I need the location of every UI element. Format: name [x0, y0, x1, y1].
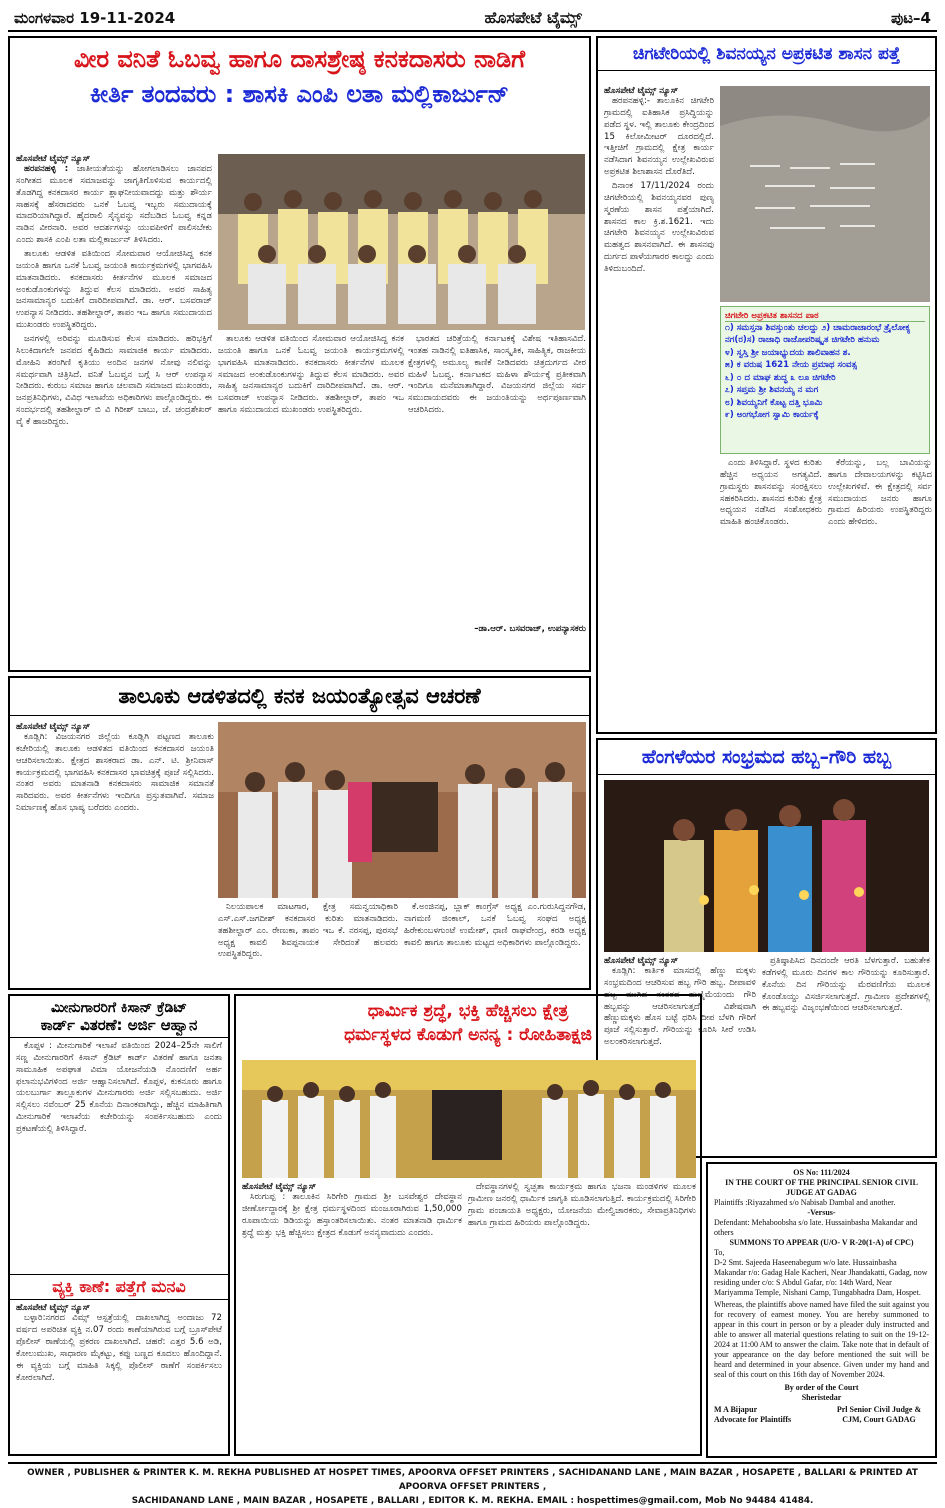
group-photo-image: [218, 154, 585, 330]
inscription-line: ೪) ಸ್ವಸ್ತಿ ಶ್ರೀ ಜಯಾಭ್ಯುದಯ ಶಾಲಿವಾಹನ ಶ.: [725, 347, 851, 358]
lead-place: ಹರಪನಹಳ್ಳಿ :: [24, 164, 69, 174]
missing-byline: ಹೊಸಪೇಟೆ ಟೈಮ್ಸ್ ನ್ಯೂಸ್: [16, 1303, 91, 1314]
inscription-lines: [725, 322, 925, 422]
lead-text-2: ತಾಲೂಕು ಆಡಳಿತ ವತಿಯಿಂದ ಸೋಮವಾರ ಆಯೋಜಿಸಿದ್ದ ಕನಕ ಜಯಂತಿ ಹಾಗೂ ಒನಕೆ ಓಬವ್ವ ಜಯಂತಿ ಕಾರ್ಯಕ್ರಮಗಳಲ್ಲಿ ಭಾಗವಹಿಸಿ ಮಾತನಾಡಿದರು. ಕನಕದಾಸರು ಕೀರ್ತನೆಗಳ ಮೂಲಕ ಸಮಾಜದ ಅಂಕುಡೊಂಕುಗಳನ್ನು ತಿದ್ದುವ ಕೆಲಸ ಮಾಡಿದರು. ಅವರ ಸಾಹಿತ್ಯ ಜನಸಾಮಾನ್ಯರ ಬದುಕಿಗೆ ದಾರಿದೀಪವಾಗಿದೆ. ಡಾ. ಆರ್. ಬಸವರಾಜ್ ಉಪನ್ಯಾಸ ನೀಡಿದರು. ತಹಶೀಲ್ದಾರ್, ತಾಪಂ ಇಒ ಹಾಗೂ ಸಮುದಾಯದ ಮುಖಂಡರು ಉಪಸ್ಥಿತರಿದ್ದರು.: [218, 334, 404, 416]
dharmika-text-1: ಸಿರುಗುಪ್ಪ : ತಾಲೂಕಿನ ಸಿರಿಗೇರಿ ಗ್ರಾಮದ ಶ್ರೀ ಬಸವೇಶ್ವರ ದೇವಸ್ಥಾನ ಜೀರ್ಣೋದ್ಧಾರಕ್ಕೆ ಶ್ರೀ ಕ್ಷೇತ್ರ ಧರ್ಮಸ್ಥಳದಿಂದ ಮಂಜೂರಾಗಿರುವ 1,50,000 ರೂಪಾಯಿಯ ಡಿಡಿಯನ್ನು ಹಸ್ತಾಂತರಿಸಲಾಯಿತು. ನಂತರ ಮಾತನಾಡಿ ಧಾರ್ಮಿಕ ಶ್ರದ್ಧೆ ಮತ್ತು ಭಕ್ತಿ ಹೆಚ್ಚಿಸಲು ಕ್ಷೇತ್ರದ ಕೊಡುಗೆ ಅನನ್ಯವಾದುದು ಎಂದರು.: [242, 1192, 462, 1238]
chigateri-text-4: ಕೆರೆಯನ್ನು, ಬಲ್ಲ ಬಾವಿಯನ್ನು ಹಾಗೂ ದೇವಾಲಯಗಳನ್ನು ಕಟ್ಟಿಸಿದ ಉಲ್ಲೇಖಗಳಿವೆ. ಈ ಕ್ಷೇತ್ರದಲ್ಲಿ ಸರ್ವ ಸಮುದಾಯದ ಜನರು ಹಾಗೂ ಗ್ರಾಮದ ಹಿರಿಯರು ಉಪಸ್ಥಿತರಿದ್ದರು ಎಂದು ಹೇಳಿದರು.: [828, 458, 932, 528]
inscription-line: ೮) ಶಿವಯ್ಯನಿಗೆ ಕೊಟ್ಟ ದತ್ತಿ ಭೂಮಿ: [725, 397, 823, 408]
dharmika-headline-2: ಧರ್ಮಸ್ಥಳದ ಕೊಡುಗೆ ಅನನ್ಯ : ರೋಹಿತಾಕ್ಷಜಿ: [344, 1024, 592, 1045]
inscription-photo: [720, 86, 930, 302]
kanaka-story: [8, 676, 591, 990]
dharmika-byline: ಹೊಸಪೇಟೆ ಟೈಮ್ಸ್ ನ್ಯೂಸ್: [242, 1182, 317, 1192]
kisan-headline-2: ಕಾರ್ಡ್ ವಿತರಣೆ: ಅರ್ಜಿ ಆಹ್ವಾನ: [10, 1016, 228, 1038]
gauri-headline: ಹೆಂಗಳೆಯರ ಸಂಭ್ರಮದ ಹಬ್ಬ–ಗೌರಿ ಹಬ್ಬ: [598, 740, 935, 775]
kanaka-text-2: ನಿಲಯಪಾಲಕ ಮಾಟಗಾರ, ಕ್ಷೇತ್ರ ಸಮನ್ವಯಾಧಿಕಾರಿ ಎಸ್.ಎಸ್.ಜಗದೀಶ್ ಕನಕದಾಸರ ಕುರಿತು ಮಾತನಾಡಿದರು. ತಹಶೀಲ್ದಾರ್ ಎಂ. ರೇಣುಕಾ, ತಾಪಂ ಇಒ ಕೆ. ನರಸಪ್ಪ, ಪುರಸಭೆ ಅಧ್ಯಕ್ಷ ಕಾವಲಿ ಶಿವಪ್ಪನಾಯಕ ಸೇರಿದಂತೆ ಹಲವರು ಉಪಸ್ಥಿತರಿದ್ದರು.: [218, 902, 398, 960]
court-order: By order of the Court: [784, 1383, 859, 1392]
issue-date: ಮಂಗಳವಾರ 19-11-2024: [14, 9, 176, 27]
lead-text-1c: ಜನಗಳಲ್ಲಿ ಅರಿವನ್ನು ಮೂಡಿಸುವ ಕೆಲಸ ಮಾಡಿದರು. ಹರಿಭಕ್ತಿಗೆ ಸಿಲುಕಿದಾಗಲೇ ಜನಪದ ಕೈಹಿಡಿದು ಸಾಮಾಜಿಕ ಕಾರ್ಯ ಮಾಡಿದರು. ಮೋಹಿನಿ ತರಂಗಿಣಿ ಕೃತಿಯು ಅಂದಿನ ಜನಗಳ ನೋವು ನಲಿವನ್ನು ಸಮರ್ಥವಾಗಿ ಚಿತ್ರಿಸಿದೆ. ವನಿತೆ ಓಬವ್ವನ ಬಗ್ಗೆ ಸಿ ಆರ್ ಉಪನ್ಯಾಸ ನೀಡಿದರು. ಕುರುಬ ಸಮಾಜ ಹಾಗೂ ಚಲವಾದಿ ಸಮಾಜದ ಮುಖಂಡರು, ಜನಪ್ರತಿನಿಧಿಗಳು, ವಿವಿಧ ಇಲಾಖೆಯ ಅಧಿಕಾರಿಗಳು ಪಾಲ್ಗೊಂಡಿದ್ದರು. ಈ ಸಂದರ್ಭದಲ್ಲಿ ತಹಶೀಲ್ದಾರ್ ಬಿ ವಿ ಗಿರೀಶ್ ಬಾಬು, ಜೆ. ಚಂದ್ರಶೇಖರ್ ವೈ ಕೆ ಹಾಜರಿದ್ದರು.: [16, 334, 212, 428]
chigateri-text-3: ಎಂದು ತಿಳಿಸಿದ್ದಾರೆ. ಸ್ಥಳದ ಕುರಿತು ಹೆಚ್ಚಿನ ಅಧ್ಯಯನ ಅಗತ್ಯವಿದೆ. ಗ್ರಾಮಸ್ಥರು ಶಾಸನವನ್ನು ಸಂರಕ್ಷಿಸಲು ಸಹಕರಿಸಿದರು. ಶಾಸನದ ಕುರಿತು ಕ್ಷೇತ್ರ ಅಧ್ಯಯನ ನಡೆಸಿದ ಸಂಶೋಧಕರು ಮಾಹಿತಿ ಹಂಚಿಕೊಂಡರು.: [720, 458, 822, 528]
kanaka-column-3: [404, 902, 586, 986]
gauri-column-2: [762, 956, 930, 1154]
kanaka-photo: [218, 722, 586, 898]
chigateri-text-2: ದಿನಾಂಕ 17/11/2024 ರಂದು ಚಿಗಟೇರಿಯಲ್ಲಿ ಶಿವನಯ್ಯನವರ ಪುಣ್ಯ ಸ್ಮರಣೆಯ ಶಾಸನ ಪತ್ತೆಯಾಗಿದೆ. ಶಾಸನದ ಕಾಲ ಕ್ರಿ.ಶ.1621. ಇದು ಚಿಗಟೇರಿ ಶಿವನಯ್ಯನ ಉಲ್ಲೇಖವಿರುವ ಮಹತ್ವದ ಶಾಸನವಾಗಿದೆ. ಈ ಶಾಸನವು ದುರ್ಗದ ಪಾಳೆಯಗಾರರ ಕಾಲದ್ದು ಎಂದು ತಿಳಿದುಬಂದಿದೆ.: [604, 181, 714, 275]
court-title: IN THE COURT OF THE PRINCIPAL SENIOR CIVIL JUDGE AT GADAG: [725, 1178, 918, 1197]
lead-headline-2: ಕೀರ್ತಿ ತಂದವರು : ಶಾಸಕಿ ಎಂಪಿ ಲತಾ ಮಲ್ಲಿಕಾರ್ಜುನ್: [90, 79, 509, 108]
dharmika-text-2: ದೇವಸ್ಥಾನಗಳಲ್ಲಿ ಸ್ವಚ್ಛತಾ ಕಾರ್ಯಕ್ರಮ ಹಾಗೂ ಭಜನಾ ಮಂಡಳಿಗಳ ಮೂಲಕ ಗ್ರಾಮೀಣ ಜನರಲ್ಲಿ ಧಾರ್ಮಿಕ ಜಾಗೃತಿ ಮೂಡಿಸಲಾಗುತ್ತಿದೆ. ಕಾರ್ಯಕ್ರಮದಲ್ಲಿ ಸಿರಿಗೇರಿ ಗ್ರಾಮ ಪಂಚಾಯತಿ ಅಧ್ಯಕ್ಷರು, ಯೋಜನೆಯ ಮೇಲ್ವಿಚಾರಕರು, ಸೇವಾಪ್ರತಿನಿಧಿಗಳು ಹಾಗೂ ಗ್ರಾಮದ ಹಿರಿಯರು ಪಾಲ್ಗೊಂಡಿದ್ದರು.: [468, 1182, 696, 1228]
inscription-line: ೫) ಕ ವರುಷ 1621 ನೇಯ ಪ್ರಮಾಥ ಸಂವತ್ಸ: [725, 360, 857, 371]
chigateri-column-1: [604, 86, 714, 656]
newspaper-title: ಹೊಸಪೇಟೆ ಟೈಮ್ಸ್: [484, 8, 582, 27]
inscription-line: ೧) ಸಮಸ್ತನಾ ಶಿವಸ್ತುಂತು ಚಲದ್ದು ೨) ಚಾಮರಾಜಾರಂಭೆ ತ್ರೈಲೋಕ್ಯ: [725, 323, 911, 333]
advocate-name: M A Bijapur: [714, 1405, 758, 1414]
lead-byline: ಹೊಸಪೇಟೆ ಟೈಮ್ಸ್ ನ್ಯೂಸ್: [16, 154, 91, 164]
gauri-text-1: ಕೂಡ್ಲಿಗಿ: ಕಾರ್ತಿಕ ಮಾಸದಲ್ಲಿ ಹೆಣ್ಣು ಮಕ್ಕಳು ಸಂಭ್ರಮದಿಂದ ಆಚರಿಸುವ ಹಬ್ಬ ಗೌರಿ ಹಬ್ಬ. ದೀಪಾವಳಿ ಹಬ್ಬ ಮುಗಿದ ನಂತರದ ಹುಣ್ಣಿಮೆಯಂದು ಗೌರಿ ಹಬ್ಬವನ್ನು ಆಚರಿಸಲಾಗುತ್ತದೆ. ವಿಶೇಷವಾಗಿ ಹೆಣ್ಣುಮಕ್ಕಳು ಹೊಸ ಬಟ್ಟೆ ಧರಿಸಿ ದೀಪ ಬೆಳಗಿ ಗೌರಿಗೆ ಪೂಜೆ ಸಲ್ಲಿಸುತ್ತಾರೆ. ಗೌರಿಯನ್ನು ಕೂರಿಸಿ ಸೀರೆ ಉಡಿಸಿ ಅಲಂಕರಿಸಲಾಗುತ್ತದೆ.: [604, 966, 756, 1048]
lead-signature: –ಡಾ.ಆರ್. ಬಸವರಾಜ್, ಉಪನ್ಯಾಸಕರು: [474, 624, 586, 634]
kisan-story: [8, 994, 230, 1456]
chigateri-column-2: [720, 458, 822, 730]
kanaka-headline: ತಾಲೂಕು ಆಡಳಿತದಲ್ಲಿ ಕನಕ ಜಯಂತ್ಯೋತ್ಸವ ಆಚರಣೆ: [10, 678, 589, 716]
inscription-line: ೯) ಅಂಗಭೋಗ ಸ್ವಾಮಿ ಕಾರ್ಯಕ್ಕೆ: [725, 410, 819, 421]
inscription-stone-image: [720, 86, 930, 302]
advocate-role: Advocate for Plaintiffs: [714, 1415, 792, 1424]
inscription-line: ನಗ(ರ)ಸ) ರಾಜಾಧಿ ರಾಜೋಪರಿಷ್ಕೃತ ಚಿಗಟೇರಿ ಹನುಮ: [725, 335, 880, 346]
lead-text-1b: ತಾಲೂಕು ಆಡಳಿತ ವತಿಯಿಂದ ಸೋಮವಾರ ಆಯೋಜಿಸಿದ್ದ ಕನಕ ಜಯಂತಿ ಹಾಗೂ ಒನಕೆ ಓಬವ್ವ ಜಯಂತಿ ಕಾರ್ಯಕ್ರಮಗಳಲ್ಲಿ ಭಾಗವಹಿಸಿ ಮಾತನಾಡಿದರು. ಕನಕದಾಸರು ಕೀರ್ತನೆಗಳ ಮೂಲಕ ಸಮಾಜದ ಅಂಕುಡೊಂಕುಗಳನ್ನು ತಿದ್ದುವ ಕೆಲಸ ಮಾಡಿದರು. ಅವರ ಸಾಹಿತ್ಯ ಜನಸಾಮಾನ್ಯರ ಬದುಕಿಗೆ ದಾರಿದೀಪವಾಗಿದೆ. ಡಾ. ಆರ್. ಬಸವರಾಜ್ ಉಪನ್ಯಾಸ ನೀಡಿದರು. ತಹಶೀಲ್ದಾರ್, ತಾಪಂ ಇಒ ಹಾಗೂ ಸಮುದಾಯದ ಮುಖಂಡರು ಉಪಸ್ಥಿತರಿದ್ದರು.: [16, 249, 212, 331]
temple-event-photo-image: [242, 1060, 696, 1178]
chigateri-byline: ಹೊಸಪೇಟೆ ಟೈಮ್ಸ್ ನ್ಯೂಸ್: [604, 86, 679, 96]
court-sheristedar: Sheristedar: [801, 1393, 842, 1402]
ceremony-photo-image: [218, 722, 586, 898]
page-number: ಪುಟ–4: [891, 9, 931, 27]
chigateri-headline: ಚಿಗಟೇರಿಯಲ್ಲಿ ಶಿವನಯ್ಯನ ಅಪ್ರಕಟಿತ ಶಾಸನ ಪತ್ತೆ: [598, 38, 935, 71]
dharmika-column-1: [242, 1182, 462, 1452]
lead-photo: [218, 154, 585, 330]
plaintiffs: Plaintiffs :Riyazahmed s/o Nabisab Dambal and another.: [714, 1198, 896, 1207]
lead-text-1: ಜಾತೀಯತೆಯನ್ನು ಹೋಗಲಾಡಿಸಲು ಜಾನಪದ ಸಂಗೀತದ ಮೂಲಕ ಸಮಾಜವನ್ನು ಜಾಗೃತಿಗೊಳಿಸುವ ಕಾರ್ಯದಲ್ಲಿ ತೊಡಗಿದ್ದ ಕನಕದಾಸರ ಕಾರ್ಯ ಶ್ಲಾಘನೀಯವಾದದ್ದು ಮತ್ತು ಶೌರ್ಯ ಸಾಹಸಕ್ಕೆ ಹೆಸರಾದವರು ಒನಕೆ ಓಬವ್ವ ಇಬ್ಬರು ಸಮುದಾಯಕ್ಕೆ ಮಾದರಿಯಾಗಿದ್ದಾರೆ. ಹೈದರಾಲಿ ಸೈನ್ಯವನ್ನು ಸದೆಬಡಿದ ಓಬವ್ವ ಕನ್ನಡ ನಾಡಿನ ವೀರನಾರಿ. ಅವರ ಆದರ್ಶಗಳನ್ನು ಯುವಪೀಳಿಗೆ ಪಾಲಿಸಬೇಕು ಎಂದು ಶಾಸಕಿ ಎಂಪಿ ಲತಾ ಮಲ್ಲಿಕಾರ್ಜುನ್ ತಿಳಿಸಿದರು.: [16, 164, 212, 246]
versus: -Versus-: [807, 1208, 836, 1217]
gauri-text-2: ಪ್ರತಿಷ್ಠಾಪಿಸಿದ ದಿನದಂದೇ ಆರತಿ ಬೆಳಗುತ್ತಾರೆ. ಬಹುತೇಕ ಕಡೆಗಳಲ್ಲಿ ಮೂರು ದಿನಗಳ ಕಾಲ ಗೌರಿಯನ್ನು ಕೂರಿಸುತ್ತಾರೆ. ಕೊನೆಯ ದಿನ ಗೌರಿಯನ್ನು ಮೆರವಣಿಗೆಯ ಮೂಲಕ ಕೊಂಡೊಯ್ದು ವಿಸರ್ಜಿಸಲಾಗುತ್ತದೆ. ಗ್ರಾಮೀಣ ಪ್ರದೇಶಗಳಲ್ಲಿ ಈ ಹಬ್ಬವನ್ನು ವಿಜೃಂಭಣೆಯಿಂದ ಆಚರಿಸಲಾಗುತ್ತದೆ.: [762, 956, 930, 1014]
summons-body: Whereas, the plaintiffs above named have filed the suit against you for recovery of earnest money. You are hereby summoned to appear in this court in person or by a pleader duly instructed and able to answer all material questions relating to suit on the 19-12-2024 at 11:00 AM to answer the claim. Take note that in default of your appearance on the day before mentioned the suit will be heard and determined in your absence. Given under my hand and seal of this court on this 16th day of November 2024.: [714, 1300, 929, 1379]
imprint-line-1: OWNER , PUBLISHER & PRINTER K. M. REKHA PUBLISHED AT HOSPET TIMES, APOORVA OFFSET PRINTERS , SACHIDANAND LANE , MAIN BAZAR , HOSAPETE , BALLARI & PRINTED AT APOORVA OFFSET PRINTERS ,: [27, 1468, 918, 1493]
missing-headline: ವ್ಯಕ್ತಿ ಕಾಣೆ: ಪತ್ತೆಗೆ ಮನವಿ: [10, 1274, 228, 1300]
defendant: Defendant: Mehaboobsha s/o late. Hussainbasha Makandar and others: [714, 1218, 918, 1237]
inscription-box-title: ಚಿಗಟೇರಿ ಅಪ್ರಕಟಿತ ಶಾಸನದ ಪಾಠ: [725, 311, 925, 322]
lead-column-2: [218, 334, 404, 670]
festival-photo-image: [604, 780, 929, 952]
kisan-text: ಕೊಪ್ಪಳ : ಮೀನುಗಾರಿಕೆ ಇಲಾಖೆ ವತಿಯಿಂದ 2024–25ನೇ ಸಾಲಿಗೆ ಸಣ್ಣ ಮೀನುಗಾರರಿಗೆ ಕಿಸಾನ್ ಕ್ರೆಡಿಟ್ ಕಾರ್ಡ್ ವಿತರಣೆ ಹಾಗೂ ಜನತಾ ಸಾಮೂಹಿಕ ಅಪಘಾತ ವಿಮಾ ಯೋಜನೆಯಡಿ ನೊಂದಣಿಗೆ ಅರ್ಹ ಫಲಾನುಭವಿಗಳಿಂದ ಅರ್ಜಿ ಆಹ್ವಾನಿಸಲಾಗಿದೆ. ಕೊಪ್ಪಳ, ಕುಕನೂರು ಹಾಗೂ ಯಲಬುರ್ಗಾ ತಾಲ್ಲೂಕುಗಳ ಮೀನುಗಾರರು ಅರ್ಜಿ ಸಲ್ಲಿಸಬಹುದು. ಅರ್ಜಿ ಸಲ್ಲಿಸಲು ನವೆಂಬರ್ 25 ಕೊನೆಯ ದಿನಾಂಕವಾಗಿದ್ದು, ಹೆಚ್ಚಿನ ಮಾಹಿತಿಗಾಗಿ ಮೀನುಗಾರಿಕೆ ಇಲಾಖೆಯ ಕಚೇರಿಯನ್ನು ಸಂಪರ್ಕಿಸಬಹುದು ಎಂದು ಪ್ರಕಟಣೆಯಲ್ಲಿ ತಿಳಿಸಿದ್ದಾರೆ.: [16, 1041, 222, 1135]
chigateri-column-3: [828, 458, 932, 730]
chigateri-story: [596, 36, 937, 734]
missing-text: ಬಳ್ಳಾರಿ:ನಗರದ ವಿಮ್ಸ್ ಆಸ್ಪತ್ರೆಯಲ್ಲಿ ದಾಖಲಾಗಿದ್ದ ಅಂದಾಜು 72 ವರ್ಷದ ಅಪರಿಚಿತ ವ್ಯಕ್ತಿ ನ.07 ರಂದು ಕಾಣೆಯಾಗಿರುವ ಬಗ್ಗೆ ಬ್ರೂಸ್‍ಪೇಟೆ ಪೊಲೀಸ್ ಠಾಣೆಯಲ್ಲಿ ಪ್ರಕರಣ ದಾಖಲಾಗಿದೆ. ಚಹರೆ: ಎತ್ತರ 5.6 ಅಡಿ, ಕೋಲುಮುಖ, ಸಾಧಾರಣ ಮೈಕಟ್ಟು, ಕಪ್ಪು ಬಣ್ಣದ ಕೂದಲು ಹೊಂದಿದ್ದಾನೆ. ಈ ವ್ಯಕ್ತಿಯ ಬಗ್ಗೆ ಮಾಹಿತಿ ಸಿಕ್ಕಲ್ಲಿ ಪೊಲೀಸ್ ಠಾಣೆಗೆ ಸಂಪರ್ಕಿಸಲು ಕೋರಲಾಗಿದೆ.: [16, 1313, 222, 1383]
lead-column-3: [408, 334, 586, 670]
gauri-photo: [604, 780, 929, 952]
kanaka-text-1: ಕೂಡ್ಲಿಗಿ: ವಿಜಯನಗರ ಜಿಲ್ಲೆಯ ಕೂಡ್ಲಿಗಿ ಪಟ್ಟಣದ ತಾಲೂಕು ಕಚೇರಿಯಲ್ಲಿ ತಾಲೂಕು ಆಡಳಿತದ ವತಿಯಿಂದ ಕನಕದಾಸರ ಜಯಂತಿ ಆಚರಿಸಲಾಯಿತು. ಕ್ಷೇತ್ರದ ಶಾಸಕರಾದ ಡಾ. ಎನ್. ಟಿ. ಶ್ರೀನಿವಾಸ್ ಕಾರ್ಯಕ್ರಮದಲ್ಲಿ ಭಾಗವಹಿಸಿ ಕನಕದಾಸರ ಭಾವಚಿತ್ರಕ್ಕೆ ಪೂಜೆ ಸಲ್ಲಿಸಿದರು. ನಂತರ ಅವರು ಮಾತನಾಡಿ ಕನಕದಾಸರು ಸಾಮಾಜಿಕ ಸಮಾನತೆ ಸಾರಿದವರು. ಅವರ ಕೀರ್ತನೆಗಳು ಇಂದಿಗೂ ಪ್ರಸ್ತುತವಾಗಿವೆ. ಸಮಾಜ ನಿರ್ಮಾಣಕ್ಕೆ ಹೊಸ ಭಾಷ್ಯ ಬರೆದರು ಎಂದರು.: [16, 732, 214, 814]
court-summons: [706, 1162, 937, 1458]
inscription-line: ೭) ಸಪ್ತಮ ಶ್ರೀ ಶಿವನಯ್ಯ ನ ಮಗ: [725, 385, 819, 396]
chigateri-text-1: ಹರಪನಹಳ್ಳಿ:- ತಾಲೂಕಿನ ಚಿಗಟೇರಿ ಗ್ರಾಮದಲ್ಲಿ ಐತಿಹಾಸಿಕ ಪ್ರಸಿದ್ಧಿಯನ್ನು ಪಡೆದ ಸ್ಥಳ. ಇಲ್ಲಿ ತಾಲೂಕು ಕೇಂದ್ರದಿಂದ 15 ಕಿಲೋಮೀಟರ್ ದೂರದಲ್ಲಿದೆ. ಇತ್ತೀಚಿಗೆ ಗ್ರಾಮದಲ್ಲಿ ಕ್ಷೇತ್ರ ಕಾರ್ಯ ನಡೆಸಿದಾಗ ಶಿವನಯ್ಯನ ಉಲ್ಲೇಖವಿರುವ ಅಪ್ರಕಟಿತ ಶಿಲಾಶಾಸನ ದೊರೆತಿದೆ.: [604, 96, 714, 178]
kanaka-column-2: [218, 902, 398, 986]
masthead: [8, 6, 937, 32]
inscription-text-box: [720, 306, 930, 454]
imprint-footer: [8, 1462, 937, 1507]
kisan-headline-1: ಮೀನುಗಾರರಿಗೆ ಕಿಸಾನ್ ಕ್ರೆಡಿಟ್: [50, 1000, 188, 1016]
dharmika-headline-1: ಧಾರ್ಮಿಕ ಶ್ರದ್ಧೆ, ಭಕ್ತಿ ಹೆಚ್ಚಿಸಲು ಕ್ಷೇತ್ರ: [367, 1001, 569, 1021]
case-number: OS No: 111/2024: [793, 1168, 850, 1177]
dharmika-story: [234, 994, 702, 1456]
dharmika-photo: [242, 1060, 696, 1178]
summons-title: SUMMONS TO APPEAR (U/O- V R-20(1-A) of CPC): [729, 1238, 914, 1247]
lead-column-1: [16, 154, 212, 431]
kanaka-byline: ಹೊಸಪೇಟೆ ಟೈಮ್ಸ್ ನ್ಯೂಸ್: [16, 722, 91, 732]
imprint-line-2: SACHIDANAND LANE , MAIN BAZAR , HOSAPETE , BALLARI , EDITOR K. M. REKHA. EMAIL : hospettimes@gmail.com, Mob No 94484 41484.: [131, 1496, 814, 1507]
summons-to: To,: [714, 1248, 725, 1257]
lead-text-3: ಭಾರತದ ಚರಿತ್ರೆಯಲ್ಲಿ ಕರ್ನಾಟಕಕ್ಕೆ ವಿಶೇಷ ಇತಿಹಾಸವಿದೆ. ಇಂತಹ ನಾಡಿನಲ್ಲಿ ಐತಿಹಾಸಿಕ, ಸಾಂಸ್ಕೃತಿಕ, ಸಾಹಿತ್ಯಿಕ, ರಾಜಕೀಯ ಕ್ಷೇತ್ರಗಳಲ್ಲಿ ಅಮೂಲ್ಯ ಕಾಣಿಕೆ ನೀಡಿದವರು ಚಿತ್ರದುರ್ಗದ ವೀರ ಮಹಿಳೆ ಓಬವ್ವ. ಕರ್ನಾಟಕದ ಮಹಿಳಾ ಶೌರ್ಯಕ್ಕೆ ಪ್ರತೀಕವಾಗಿ ಇಂದಿಗೂ ಮನೆಮಾತಾಗಿದ್ದಾರೆ. ವಿಜಯನಗರ ಜಿಲ್ಲೆಯ ಸರ್ವ ಸಮುದಾಯದವರು ಈ ಜಯಂತಿಯನ್ನು ಅರ್ಥಪೂರ್ಣವಾಗಿ ಆಚರಿಸಿದರು.: [408, 334, 586, 416]
lead-story: [8, 36, 591, 672]
defendant-address: D-2 Smt. Sajeeda Haseenabegum w/o late. Hussainbasha Makandar r/o: Gadag Hale Kacheri, Near Jhandakatti, Gadag, now residing under c/o: S Abdul Gafar, r/o: 14th Ward, Near Mariyamma Temple, Nishani Camp, Tungabhadra Dam, Hospet.: [714, 1258, 928, 1297]
gauri-byline: ಹೊಸಪೇಟೆ ಟೈಮ್ಸ್ ನ್ಯೂಸ್: [604, 956, 679, 966]
dharmika-column-2: [468, 1182, 696, 1452]
lead-headline-1: ವೀರ ವನಿತೆ ಓಬವ್ವ ಹಾಗೂ ದಾಸಶ್ರೇಷ್ಠ ಕನಕದಾಸರು ನಾಡಿಗೆ: [73, 45, 526, 73]
court-judge: Prl Senior Civil Judge & CJM, Court GADAG: [836, 1405, 922, 1424]
kanaka-text-3: ಕೆ.ಅಂಜಿನಪ್ಪ, ಬ್ಲಾಕ್ ಕಾಂಗ್ರೆಸ್ ಅಧ್ಯಕ್ಷ ಎಂ.ಗುರುಸಿದ್ದನಗೌಡ, ನಾಗಮಣಿ ಜಿಂಕಾಲ್, ಒನಕೆ ಓಬವ್ವ ಸಂಘದ ಅಧ್ಯಕ್ಷ ಹಿರೇಕುಂಬಳಗುಂಟೆ ಉಮೇಶ್, ಧಾಣಿ ರಾಘವೇಂದ್ರ, ಕರಡಿ ಅಧ್ಯಕ್ಷ ಕಾವಲಿ ಹಾಗೂ ತಾಲೂಕು ಮಟ್ಟದ ಅಧಿಕಾರಿಗಳು ಪಾಲ್ಗೊಂಡಿದ್ದರು.: [404, 902, 586, 948]
inscription-line: ೬) ೦ ದ ಮಾಘ ಶುದ್ಧ ೩ ಲೂ ಚಿಗಟೇರಿ: [725, 372, 836, 383]
kanaka-column-1: [16, 722, 214, 986]
